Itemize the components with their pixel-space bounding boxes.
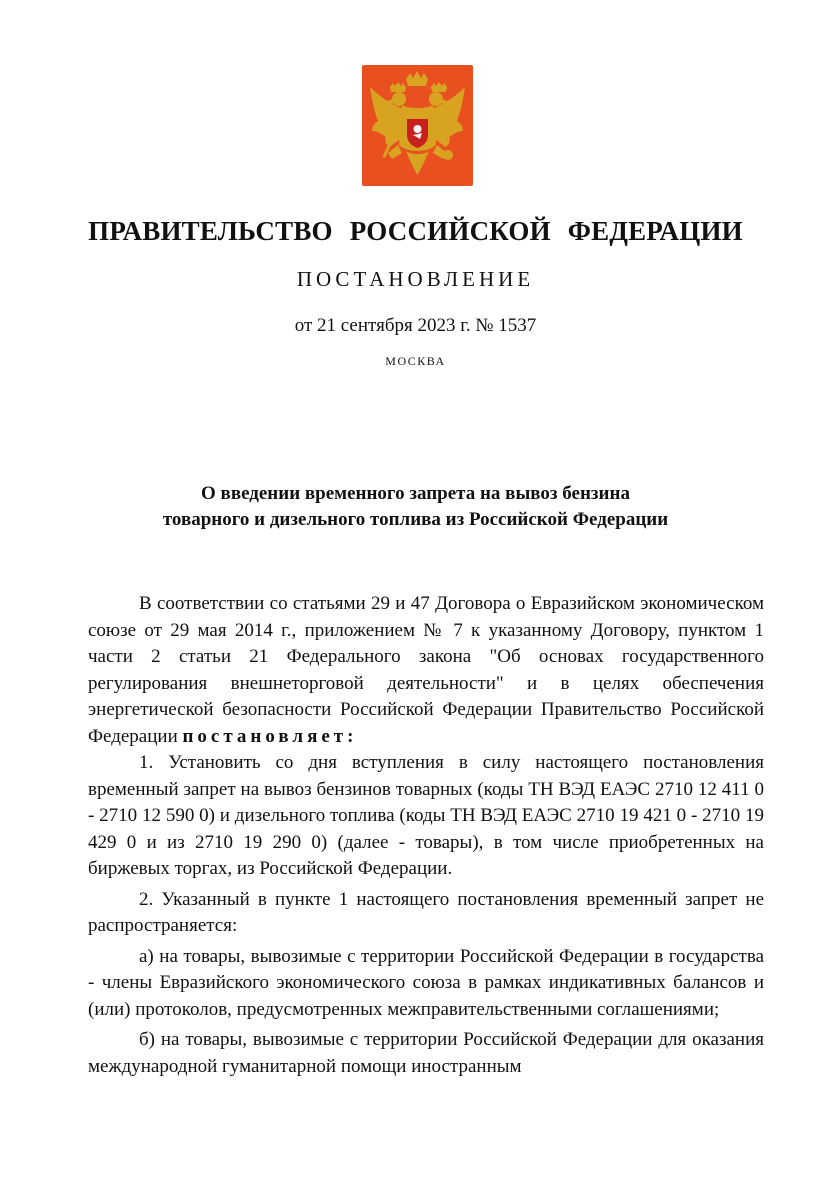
paragraph-1: 1. Установить со дня вступления в силу настоящего постановления временный запрет на вывоз бензинов товарных (коды ТН ВЭД ЕАЭС 2710 12 411 0 - 2710 12 590 0) и дизельного топлива (коды ТН ВЭД ЕАЭС 2710 19 421 0 - 2710 19 429 0 и из 2710 19 290 0) (далее - товары), в том числе приобретенных на биржевых торгах, из Российской Федерации. [88, 752, 764, 879]
preamble-text: В соответствии со статьями 29 и 47 Договора о Евразийском экономическом союзе от 29 мая 2014 г., приложением № 7 к указанному Договору, пунктом 1 части 2 статьи 21 Федерального закона "Об основах государственного регулирования внешнеторговой деятельности" и в целях обеспечения энергетической безопасности Российской Федерации Правительство Российской Федерации [88, 593, 764, 747]
paragraph-2b: б) на товары, вывозимые с территории Российской Федерации для оказания международной гуманитарной помощи иностранным [88, 1029, 764, 1077]
preamble-paragraph [88, 591, 764, 750]
document-date-number: от 21 сентября 2023 г. № 1537 [294, 315, 537, 336]
document-body [88, 591, 764, 1084]
government-title: ПРАВИТЕЛЬСТВО РОССИЙСКОЙ ФЕДЕРАЦИИ [88, 216, 743, 246]
subject-line-1: О введении временного запрета на вывоз бензина [201, 483, 630, 504]
paragraph-2: 2. Указанный в пункте 1 настоящего постановления временный запрет не распространяется: [88, 888, 764, 936]
coat-of-arms-icon [362, 65, 473, 186]
paragraph-2a: а) на товары, вывозимые с территории Российской Федерации в государства - члены Евразийского экономического союза в рамках индикативных балансов и (или) протоколов, предусмотренных межправительственными соглашениями; [88, 945, 764, 1020]
document-city: МОСКВА [385, 354, 446, 368]
document-subject [0, 481, 831, 533]
subject-line-2: товарного и дизельного топлива из Российской Федерации [162, 509, 669, 530]
document-type: ПОСТАНОВЛЕНИЕ [296, 267, 535, 291]
resolves-word: постановляет: [182, 725, 358, 747]
